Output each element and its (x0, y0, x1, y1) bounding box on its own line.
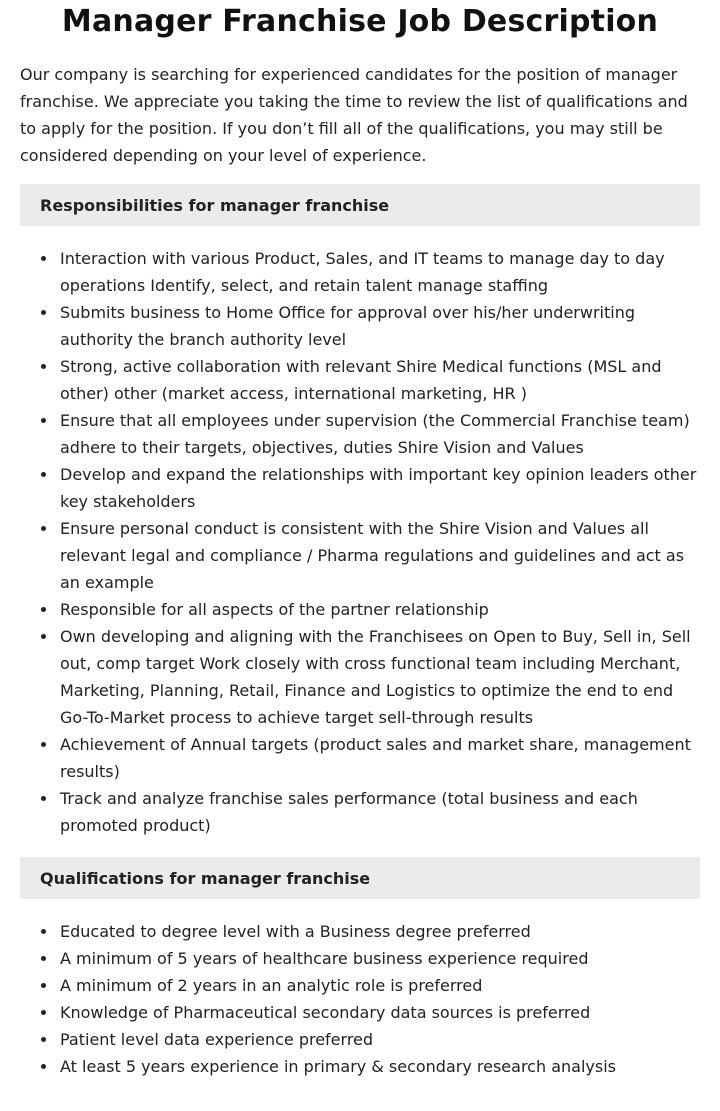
qualification-item: A minimum of 5 years of healthcare business experience required (60, 945, 700, 972)
qualification-item: Knowledge of Pharmaceutical secondary data sources is preferred (60, 999, 700, 1026)
responsibility-item: Own developing and aligning with the Franchisees on Open to Buy, Sell in, Sell out, comp target Work closely with cross functional team including Merchant, Marketing, Planning, Retail, Finance and Logistics to optimize the end to end Go-To-Market process to achieve target sell-through results (60, 623, 700, 731)
qualifications-list (20, 918, 700, 1080)
responsibility-item: Track and analyze franchise sales performance (total business and each promoted product) (60, 785, 700, 839)
qualification-item: Patient level data experience preferred (60, 1026, 700, 1053)
responsibility-item: Ensure that all employees under supervision (the Commercial Franchise team) adhere to their targets, objectives, duties Shire Vision and Values (60, 407, 700, 461)
responsibility-item: Develop and expand the relationships with important key opinion leaders other key stakeholders (60, 461, 700, 515)
qualification-item: A minimum of 2 years in an analytic role is preferred (60, 972, 700, 999)
qualifications-heading: Qualifications for manager franchise (20, 857, 700, 899)
qualification-item: Educated to degree level with a Business degree preferred (60, 918, 700, 945)
responsibility-item: Responsible for all aspects of the partner relationship (60, 596, 700, 623)
responsibility-item: Submits business to Home Office for approval over his/her underwriting authority the branch authority level (60, 299, 700, 353)
responsibility-item: Ensure personal conduct is consistent with the Shire Vision and Values all relevant legal and compliance / Pharma regulations and guidelines and act as an example (60, 515, 700, 596)
responsibilities-list (20, 245, 700, 839)
responsibility-item: Achievement of Annual targets (product sales and market share, management results) (60, 731, 700, 785)
responsibility-item: Interaction with various Product, Sales, and IT teams to manage day to day operations Identify, select, and retain talent manage staffing (60, 245, 700, 299)
page-title: Manager Franchise Job Description (61, 4, 659, 39)
responsibilities-heading: Responsibilities for manager franchise (20, 184, 700, 226)
intro-paragraph: Our company is searching for experienced candidates for the position of manager franchise. We appreciate you taking the time to review the list of qualifications and to apply for the position. If you don’t fill all of the qualifications, you may still be considered depending on your level of experience. (20, 65, 688, 165)
qualification-item: At least 5 years experience in primary & secondary research analysis (60, 1053, 700, 1080)
responsibility-item: Strong, active collaboration with relevant Shire Medical functions (MSL and other) other (market access, international marketing, HR ) (60, 353, 700, 407)
